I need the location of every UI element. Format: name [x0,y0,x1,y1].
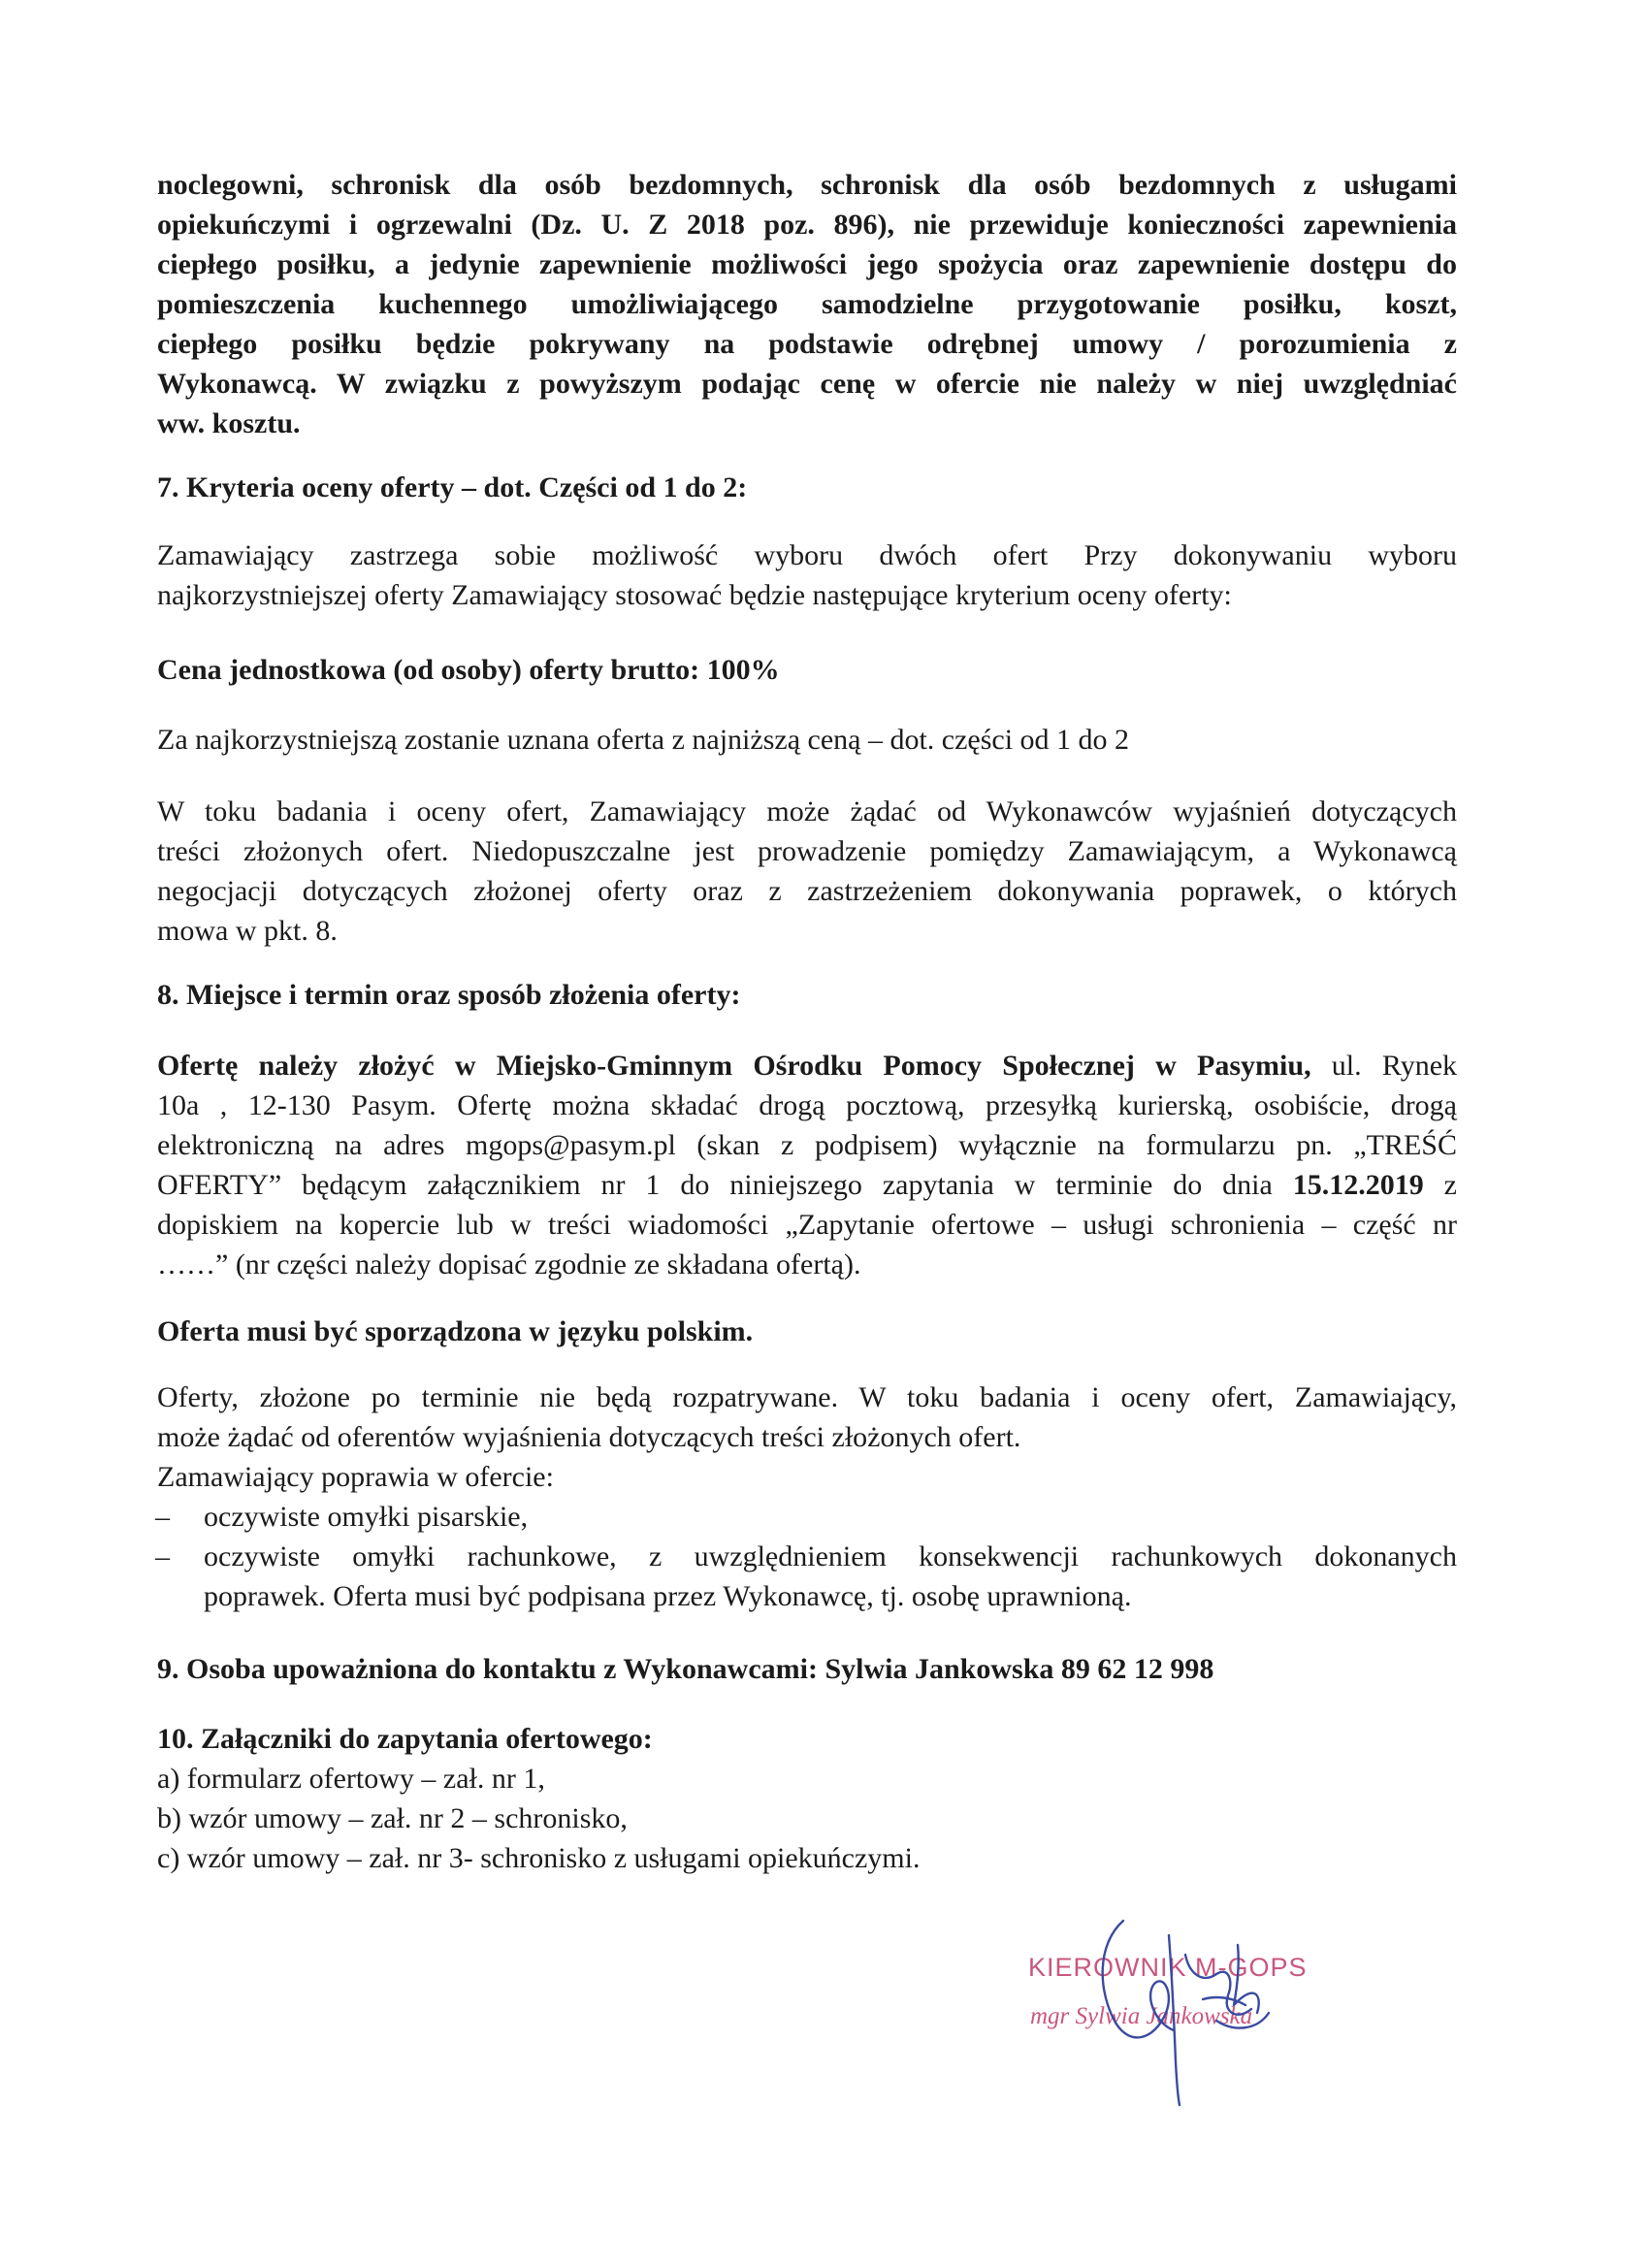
list-item-text: oczywiste omyłki pisarskie, [204,1501,529,1533]
paragraph-line: Zamawiający poprawia w ofercie: [157,1461,554,1493]
intro-line: ww. kosztu. [157,407,301,439]
language-note: Oferta musi być sporządzona w języku polskim. [157,1315,754,1347]
official-stamp [1009,1916,1416,2110]
paragraph-line: 10a , 12-130 Pasym. Ofertę można składać drogą pocztową, przesyłką kurierską, osobiście, drogą [157,1089,1457,1121]
intro-line: ciepłego posiłku, a jedynie zapewnienie możliwości jego spożycia oraz zapewnienie dostępu do [157,248,1457,280]
intro-line: opiekuńczymi i ogrzewalni (Dz. U. Z 2018 poz. 896), nie przewiduje konieczności zapewnienia [157,209,1457,241]
paragraph-line [157,1046,1457,1085]
paragraph-line: mowa w pkt. 8. [157,915,338,947]
paragraph-line: najkorzystniejszej oferty Zamawiający stosować będzie następujące kryterium oceny oferty: [157,579,1232,611]
intro-line: ciepłego posiłku będzie pokrywany na podstawie odrębnej umowy / porozumienia z [157,328,1457,360]
offer-paragraph [157,1046,1457,1284]
dash-bullet: – [155,1501,170,1533]
list-item-text: oczywiste omyłki rachunkowe, z uwzględnieniem konsekwencji rachunkowych dokonanych [204,1540,1457,1572]
intro-paragraph [157,165,1457,443]
paragraph-line: negocjacji dotyczących złożonej oferty oraz z zastrzeżeniem dokonywania poprawek, o których [157,875,1457,907]
section-7-paragraph-1 [157,535,1457,615]
attachment-item: c) wzór umowy – zał. nr 3- schronisko z usługami opiekuńczymi. [157,1842,921,1874]
offer-text: ul. Rynek [1310,1050,1458,1082]
late-offers-paragraph [157,1377,1457,1497]
dash-bullet: – [155,1540,170,1572]
handwritten-signature [1009,1916,1416,2110]
paragraph-line [157,1165,1457,1205]
paragraph-line: treści złożonych ofert. Niedopuszczalne jest prowadzenie pomiędzy Zamawiającym, a Wykonawcą [157,835,1457,867]
intro-line: pomieszczenia kuchennego umożliwiającego samodzielne przygotowanie posiłku, koszt, [157,288,1457,320]
correction-list-item [155,1497,1457,1537]
stamp-title: KIEROWNIK M-GOPS [1028,1953,1308,1982]
paragraph-line: Oferty, złożone po terminie nie będą rozpatrywane. W toku badania i oceny ofert, Zamawiający, [157,1381,1457,1413]
intro-line: Wykonawcą. W związku z powyższym podając cenę w ofercie nie należy w niej uwzględniać [157,368,1457,400]
paragraph-line: Zamawiający zastrzega sobie możliwość wyboru dwóch ofert Przy dokonywaniu wyboru [157,539,1457,571]
attachment-item: b) wzór umowy – zał. nr 2 – schronisko, [157,1802,628,1834]
correction-list-item [155,1537,1457,1616]
paragraph-line: dopiskiem na kopercie lub w treści wiadomości „Zapytanie ofertowe – usługi schronienia – część nr [157,1209,1457,1241]
section-10-heading: 10. Załączniki do zapytania ofertowego: [157,1723,653,1755]
offer-text: z [1423,1169,1457,1201]
section-7-paragraph-2 [157,720,1457,760]
paragraph-line: W toku badania i oceny ofert, Zamawiający może żądać od Wykonawców wyjaśnień dotyczących [157,795,1457,827]
paragraph-line: ……” (nr części należy dopisać zgodnie ze składana ofertą). [157,1248,861,1280]
paragraph-line: elektroniczną na adres mgops@pasym.pl (skan z podpisem) wyłącznie na formularzu pn. „TREŚĆ [157,1129,1457,1161]
list-item-text: poprawek. Oferta musi być podpisana przez Wykonawcę, tj. osobę uprawnioną. [204,1580,1132,1612]
offer-deadline-date: 15.12.2019 [1292,1169,1424,1201]
attachment-item: a) formularz ofertowy – zał. nr 1, [157,1763,545,1795]
criterion-heading: Cena jednostkowa (od osoby) oferty brutto: 100% [157,654,780,686]
section-7-paragraph-3 [157,792,1457,951]
paragraph-line: Za najkorzystniejszą zostanie uznana oferta z najniższą ceną – dot. części od 1 do 2 [157,724,1130,756]
stamp-name: mgr Sylwia Jankowska [1030,2003,1253,2029]
attachments-list [157,1759,1457,1878]
paragraph-line: może żądać od oferentów wyjaśnienia dotyczących treści złożonych ofert. [157,1421,1021,1453]
section-9-heading: 9. Osoba upoważniona do kontaktu z Wykonawcami: Sylwia Jankowska 89 62 12 998 [157,1653,1214,1685]
intro-line: noclegowni, schronisk dla osób bezdomnych, schronisk dla osób bezdomnych z usługami [157,169,1457,201]
section-7-heading: 7. Kryteria oceny oferty – dot. Części od 1 do 2: [157,471,748,503]
section-8-heading: 8. Miejsce i termin oraz sposób złożenia oferty: [157,979,741,1011]
offer-bold-text: Ofertę należy złożyć w Miejsko-Gminnym Ośrodku Pomocy Społecznej w Pasymiu, [157,1050,1311,1082]
offer-text: OFERTY” będącym załącznikiem nr 1 do niniejszego zapytania w terminie do dnia [157,1169,1293,1201]
